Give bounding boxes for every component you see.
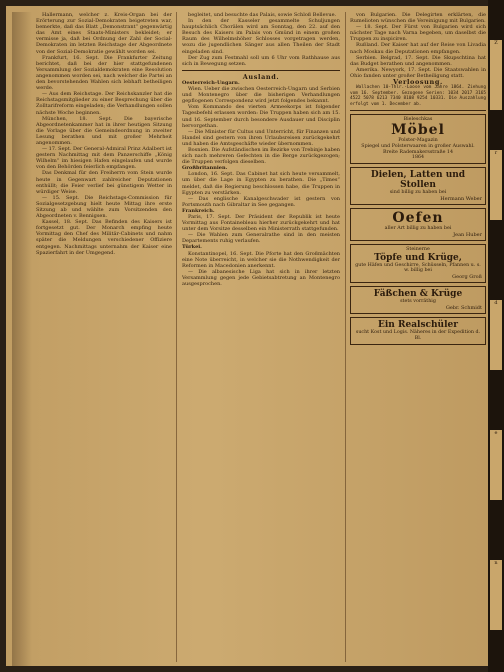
article-paragraph: München, 18. Sept. Die bayerische Abgeordnetenkammer hat in ihrer heutigen Sitzung die Vorlage über die Gemeindeordnung in zweiter Lesung berathen und mit großer Mehrheit angenommen. xyxy=(36,115,172,146)
newspaper-page xyxy=(6,6,504,666)
edge-fragment: d xyxy=(490,300,502,370)
article-paragraph: — Das englische Kanalgeschwader ist gestern von Portsmouth nach Gibraltar in See gegangen. xyxy=(182,195,340,208)
article-paragraph: London, 16. Sept. Das Cabinet hat sich heute versammelt, um über die Lage in Egypten zu berathen. Die „Times“ meldet, daß die Regierung beschlossen habe, die Truppen in Egypten zu verstärken. xyxy=(182,171,340,196)
ad-faesschen-title: Fäßchen & Krüge xyxy=(373,289,463,300)
ad-moebel-post: Polster-Magazin xyxy=(398,137,438,143)
article-paragraph: — 15. Sept. Die Reichstags-Commission für Sozialgesetzgebung hielt heute Mittag ihre erste Sitzung ab und wählte zum Vorsitzenden den Abgeordneten v. Bennigsen. xyxy=(36,194,172,220)
ad-faesschen-desc: stets vorräthig xyxy=(400,299,436,305)
article-paragraph: Wien. Ueber die zwischen Oesterreich-Ungarn und Serbien und Montenegro über die bisherigen Verhandlungen gepflogenen Correspondenz wird jetzt folgendes bekannt. xyxy=(182,86,340,105)
column-rule xyxy=(345,12,346,662)
edge-fragment: n xyxy=(490,560,502,630)
edge-fragment: e xyxy=(490,430,502,500)
ad-moebel-pre: Bieleschkas xyxy=(403,117,433,123)
column-left xyxy=(36,12,172,662)
article-paragraph: — Die Minister für Cultus und Unterricht, für Finanzen und Handel sind gestern von ihren Urlaubsreisen zurückgekehrt und haben die Amtsgeschäfte wieder übernommen. xyxy=(182,128,340,147)
article-paragraph: Frankfurt, 16. Sept. Die Frankfurter Zeitung berichtet, daß bei der hier stattgefundenen Versammlung der Sozialdemokraten eine Resolution angenommen worden sei, nach welcher die Partei an den bevorstehenden Wahlen sich lebhaft betheiligen werde. xyxy=(36,54,172,92)
column-right xyxy=(350,12,486,662)
ad-moebel-title: Möbel xyxy=(391,121,445,138)
article-paragraph: Vom Kommando des vierten Armeekorps ist folgender Tagesbefehl erlassen worden: Die Truppen haben sich am 15. und 16. September durch besondere Ausdauer und Disciplin hervorgethan. xyxy=(182,104,340,129)
ad-toepfe-title: Töpfe und Krüge, xyxy=(374,252,462,263)
ad-toepfe-pre: Steinerne xyxy=(406,246,430,252)
ad-moebel-desc: Spiegel und Polsterwaaren in großer Auswahl. xyxy=(361,143,475,149)
article-paragraph: begleitet, und besuchte das Palais, sowie Schloß Bellevue. xyxy=(188,12,337,18)
ad-realschueler xyxy=(350,317,486,345)
article-paragraph: Amerika. Newyork, 17. Sept. Die Staatswahlen in Ohio fanden unter großer Betheiligung statt. xyxy=(350,66,486,79)
article-paragraph: In den der Kasseler gesammelte Schuljungen hauptsächlich Chorälen wird am Sonntag, den 22. auf den Besuch des Kaisers im Palais von Gmünd in einem großen Raum des Wilhelmshöher Schlosses vorgetragen werden, wozu die jugendlichen Sänger aus allen Theilen der Stadt eingeladen sind. xyxy=(182,18,340,55)
column-rule xyxy=(176,12,177,662)
article-paragraph: Serbien. Belgrad, 17. Sept. Die Skupschtina hat das Budget berathen und angenommen. xyxy=(350,54,486,67)
ad-moebel-year: 1864 xyxy=(411,155,425,161)
ad-oefen-title: Oefen xyxy=(392,210,444,226)
article-paragraph: Konstantinopel, 16. Sept. Die Pforte hat den Großmächten eine Note überreicht, in welcher sie die Nothwendigkeit der Reformen in Macedonien anerkennt. xyxy=(182,250,340,269)
section-heading-verloosung: Verloosung. xyxy=(393,78,443,87)
article-paragraph: von Bulgarien. Die Delegirten erklärten, die Rumelioten wünschen die Vereinigung mit Bulgarien. xyxy=(350,12,486,25)
article-paragraph: — 17. Sept. Der General-Admiral Prinz Adalbert ist gestern Nachmittag mit dem Panzerschiffe „König Wilhelm“ im hiesigen Hafen eingelaufen und wurde von den Behörden feierlich empfangen. xyxy=(36,146,172,171)
article-paragraph: — 18. Sept. Der Fürst von Bulgarien wird sich nächster Tage nach Varna begeben, um daselbst die Truppen zu inspiciren. xyxy=(350,24,486,43)
ad-moebel-address: Breite Rademakersstraße 14 xyxy=(382,149,454,155)
ad-oefen-desc: aller Art billig zu haben bei xyxy=(384,226,452,231)
ad-dielen xyxy=(350,167,486,205)
article-paragraph: Rußland. Der Kaiser hat auf der Reise von Livadia nach Moskau die Deputationen empfangen. xyxy=(350,42,486,55)
subheading-frankreich: Frankreich. xyxy=(182,207,215,214)
ad-toepfe-signature: Georg Groß xyxy=(452,274,482,281)
ad-dielen-title: Dielen, Latten und Stollen xyxy=(370,170,466,191)
article-paragraph: Hallermann, welcher z. Kreis-Organ bei der Erörterung zur Sozial-Demokraten beigetreten war, bemerkte, daß das Blatt „Demonstrant“ gegenwärtig das Amt eines Staats-Ministers bekleidet; er vermisse ja, daß bei Ordnung der Zahl der Social-Demokraten im letzten Reichstage der Abgeordnete von der Sozial-Demokratie gewählt worden sei. xyxy=(36,12,172,55)
article-paragraph: — Aus dem Reichstage. Der Reichskanzler hat die Reichstagsmitglieder zu einer Besprechung über die Zolltarifreform eingeladen; die Verhandlungen sollen nächste Woche beginnen. xyxy=(36,91,172,116)
ad-faesschen xyxy=(350,286,486,314)
article-paragraph: Der Zug zum Festmahl soll um 6 Uhr vom Rathhause aus sich in Bewegung setzen. xyxy=(182,54,340,67)
subheading-tuerkei: Türkei. xyxy=(182,244,202,251)
divider xyxy=(182,70,340,71)
divider xyxy=(350,110,486,111)
article-paragraph: — Die albanesische Liga hat sich in ihrer letzten Versammlung gegen jede Gebietsabtretung an Montenegro ausgesprochen. xyxy=(182,268,340,288)
ad-realschueler-title: Ein Realschüler xyxy=(378,320,458,331)
subheading-oesterreich: Oesterreich-Ungarn. xyxy=(182,79,240,86)
page-gutter-shadow xyxy=(12,12,32,666)
section-heading-ausland: Ausland. xyxy=(242,72,280,81)
article-paragraph: Bosnien. Die Aufständischen im Bezirke von Trebinje haben sich nach mehreren Gefechten in die Berge zurückgezogen; die Truppen verfolgen dieselben. xyxy=(182,146,340,166)
article-paragraph: Paris, 17. Sept. Der Präsident der Republik ist heute Vormittag aus Fontainebleau hierher zurückgekehrt und hat unter dem Vorsitze desselben ein Ministerrath stattgefunden. xyxy=(182,214,340,233)
ad-toepfe-desc: gute Häfen und Geschirre, Schüsseln, Pfannen u. s. w. billig bei xyxy=(355,262,481,274)
column-middle xyxy=(182,12,340,662)
ad-moebel xyxy=(350,114,486,164)
article-paragraph: — Die Wahlen zum Generalrathe sind in den meisten Departements ruhig verlaufen. xyxy=(182,232,340,245)
article-paragraph: Das Denkmal für den Freiherrn vom Stein wurde heute in Gegenwart zahlreicher Deputationen enthüllt; die Feier verlief bei günstigem Wetter in würdiger Weise. xyxy=(36,170,172,195)
ad-dielen-desc: sind billig zu haben bei xyxy=(389,190,447,196)
ad-dielen-signature: Hermann Weber xyxy=(440,195,482,202)
edge-fragment: r xyxy=(490,150,502,220)
ad-faesschen-signature: Gebr. Schmidt xyxy=(445,305,482,312)
article-paragraph: Kassel, 18. Sept. Das Befinden des Kaisers ist fortgesetzt gut. Der Monarch empfing heute Vormittag den Chef des Militär-Cabinets und nahm später die Meldungen verschiedener Offiziere entgegen. Nachmittags unternahm der Kaiser eine Spazierfahrt in der Umgegend. xyxy=(36,219,172,256)
lottery-list: Wallachen 10-Thlr.-Loose vom Jahre 1864. Ziehung vom 16. September. Gezogene Serien: 1034 2017 3165 4522 5078 6213 7340 8108 9254 10331. Die Auszahlung erfolgt vom 1. December ab. xyxy=(350,85,486,107)
subheading-grossbritannien: Großbritannien. xyxy=(182,165,228,172)
edge-fragment: Z xyxy=(490,40,502,110)
ad-oefen xyxy=(350,208,486,241)
ad-toepfe xyxy=(350,244,486,283)
ad-oefen-signature: Jean Huber xyxy=(453,231,482,238)
adjacent-page-edge xyxy=(488,0,504,672)
ad-realschueler-desc: sucht Kost und Logis. Näheres in der Expedition d. Bl. xyxy=(355,330,481,342)
